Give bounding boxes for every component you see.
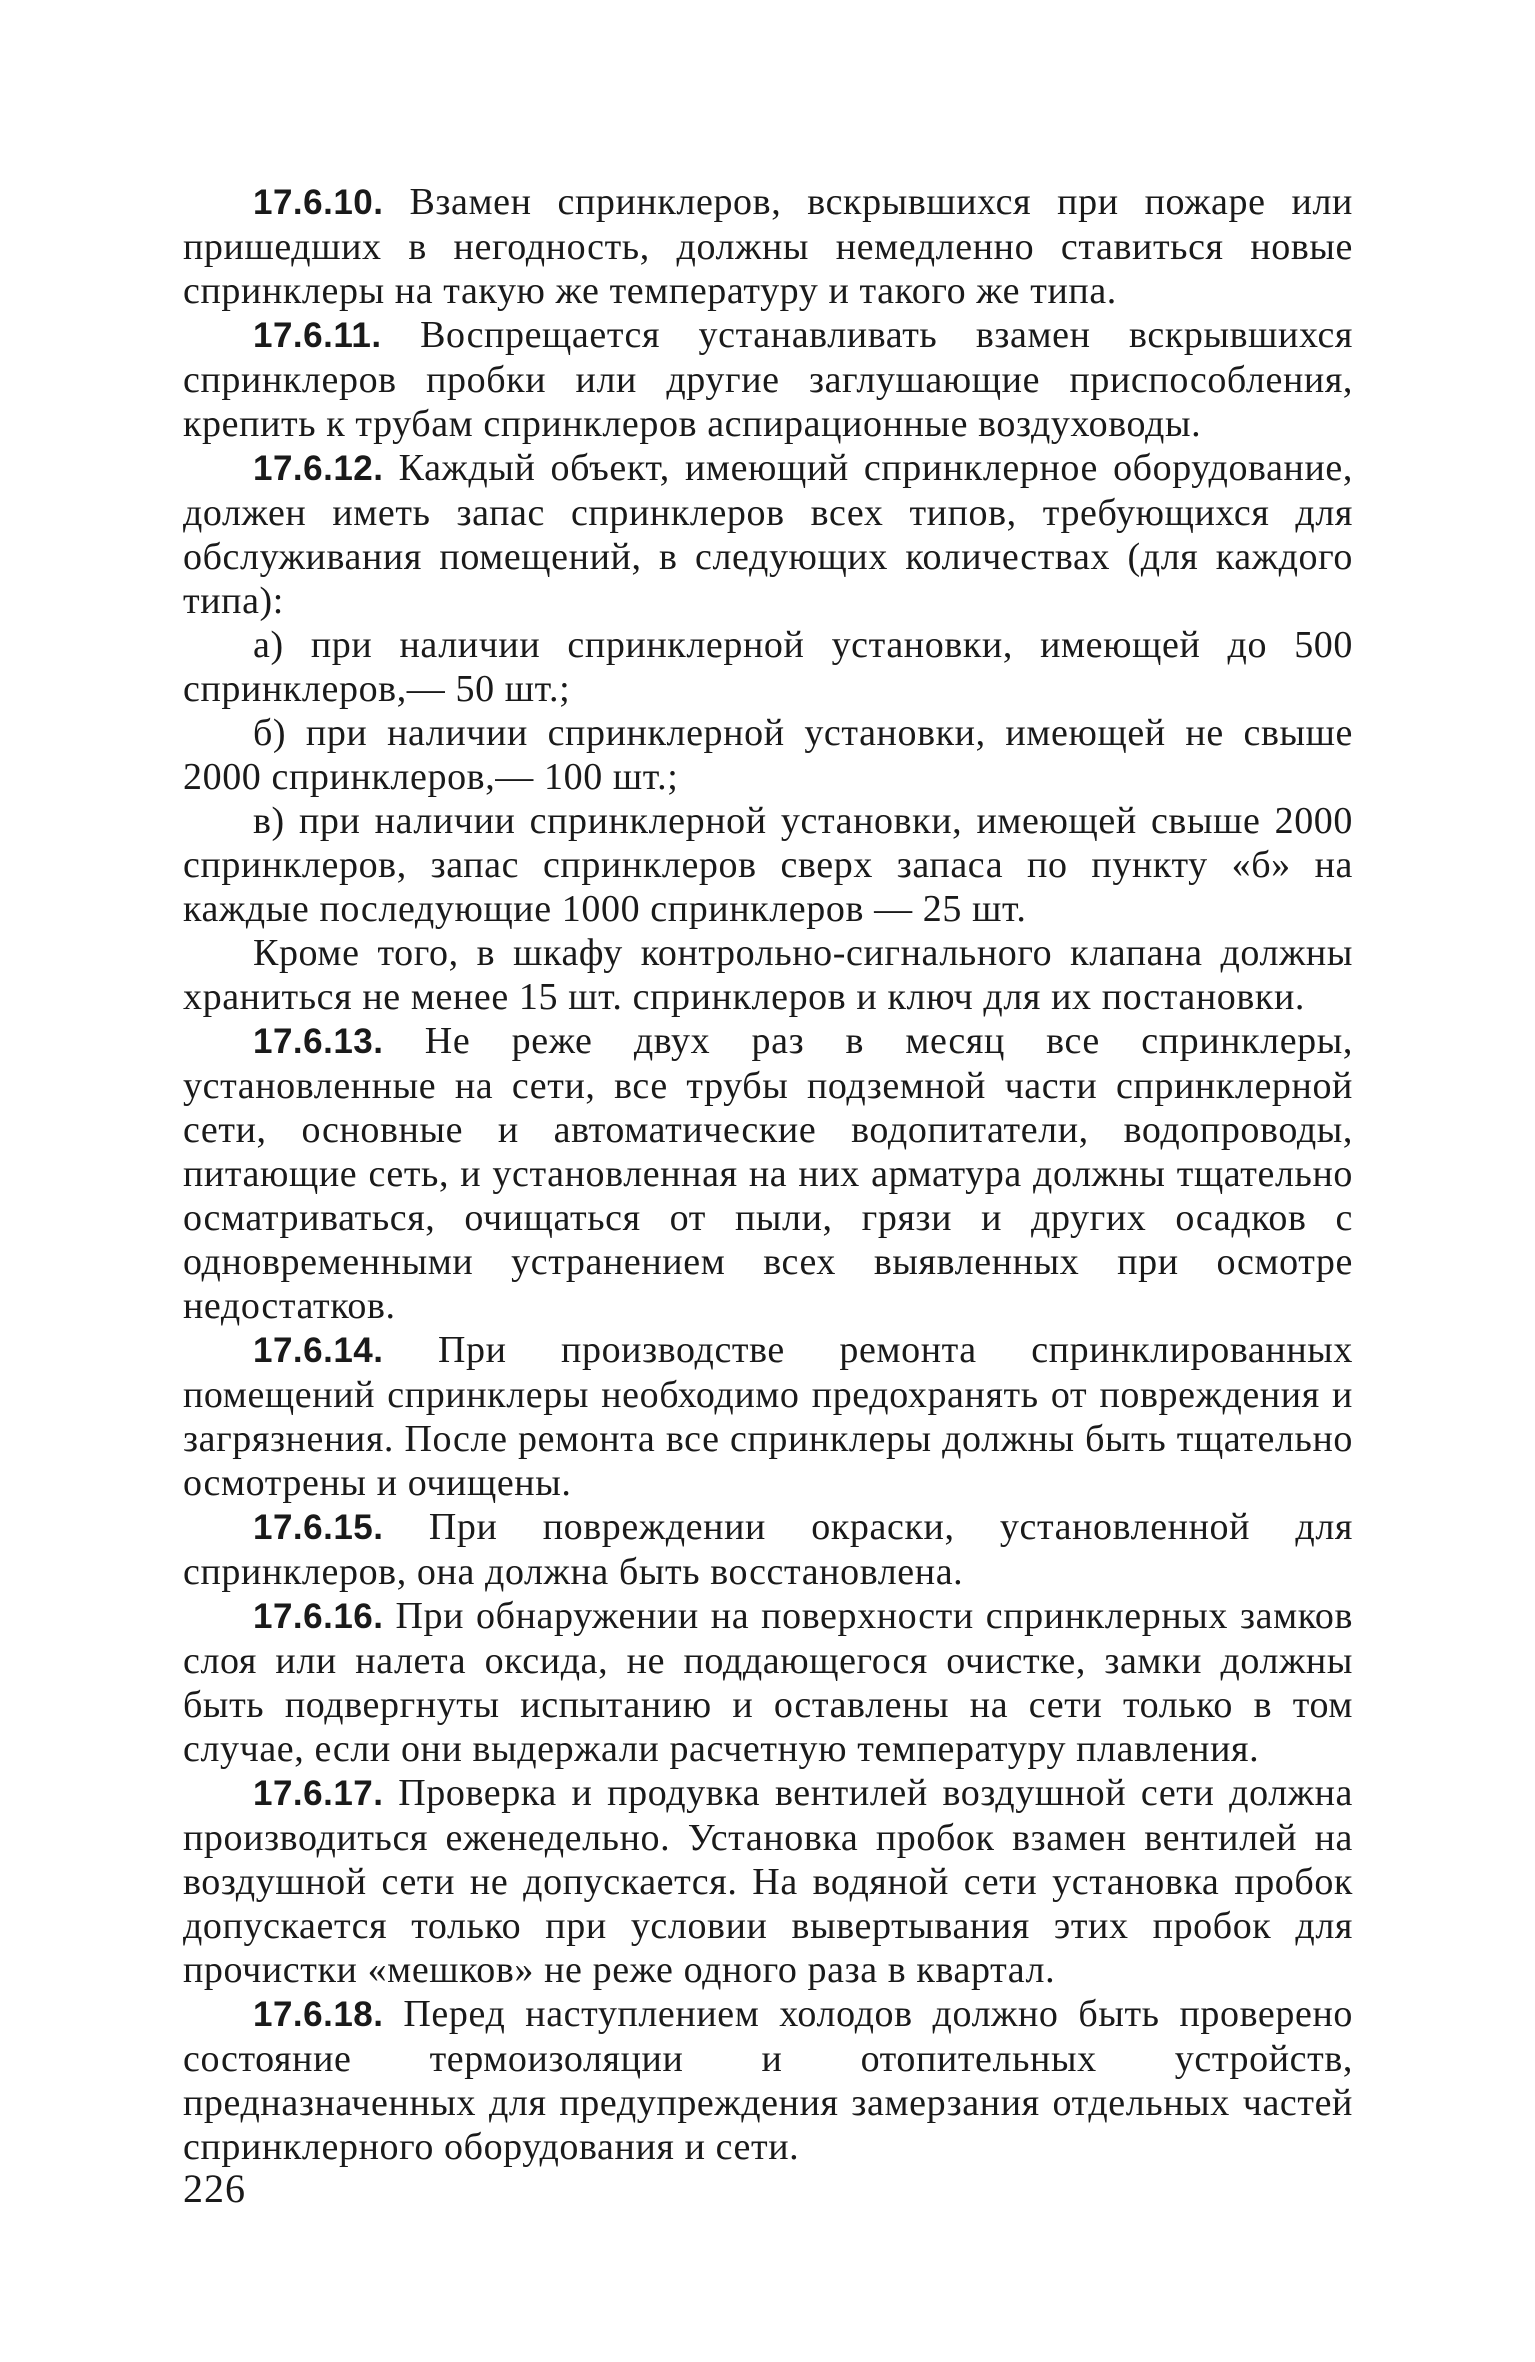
paragraph-17-6-11 xyxy=(183,313,1353,446)
paragraph-17-6-15 xyxy=(183,1505,1353,1594)
clause-text: Проверка и продувка вентилей воздушной сети должна производиться еженедельно. Установка пробок взамен вентилей на воздушной сети не допускается. На водяной сети установка пробок допускается только при условии вывертывания этих пробок для прочистки «мешков» не реже одного раза в квартал. xyxy=(183,1772,1353,1991)
paragraph-17-6-13 xyxy=(183,1019,1353,1328)
clause-text: При повреждении окраски, установленной для спринклеров, она должна быть восстановлена. xyxy=(183,1506,1353,1593)
page-number: 226 xyxy=(183,2166,246,2211)
page-body xyxy=(183,180,1353,2169)
clause-number: 17.6.10. xyxy=(253,183,384,222)
clause-number: 17.6.17. xyxy=(253,1774,384,1813)
clause-text: При обнаружении на поверхности спринклерных замков слоя или налета оксида, не поддающегося очистке, замки должны быть подвергнуты испытанию и оставлены на сети только в том случае, если они выдержали расчетную температуру плавления. xyxy=(183,1595,1353,1770)
paragraph-17-6-16 xyxy=(183,1594,1353,1771)
clause-number: 17.6.13. xyxy=(253,1022,384,1061)
paragraph-17-6-17 xyxy=(183,1771,1353,1992)
clause-text: Воспрещается устанавливать взамен вскрывшихся спринклеров пробки или другие заглушающие приспособления, крепить к трубам спринклеров аспирационные воздуховоды. xyxy=(183,314,1353,445)
clause-number: 17.6.15. xyxy=(253,1508,384,1547)
clause-number: 17.6.18. xyxy=(253,1995,384,2034)
paragraph-17-6-14 xyxy=(183,1328,1353,1505)
clause-text: Взамен спринклеров, вскрывшихся при пожаре или пришедших в негодность, должны немедленно ставиться новые спринклеры на такую же температуру и такого же типа. xyxy=(183,181,1353,312)
clause-text: При производстве ремонта спринклированных помещений спринклеры необходимо предохранять от повреждения и загрязнения. После ремонта все спринклеры должны быть тщательно осмотрены и очищены. xyxy=(183,1329,1353,1504)
clause-number: 17.6.14. xyxy=(253,1331,384,1370)
clause-text: Не реже двух раз в месяц все спринклеры, установленные на сети, все трубы подземной части спринклерной сети, основные и автоматические водопитатели, водопроводы, питающие сеть, и установленная на них арматура должны тщательно осматриваться, очищаться от пыли, грязи и других осадков с одновременными устранением всех выявленных при осмотре недостатков. xyxy=(183,1020,1353,1327)
list-item-a: а) при наличии спринклерной установки, имеющей до 500 спринклеров,— 50 шт.; xyxy=(183,624,1353,710)
list-item-v: в) при наличии спринклерной установки, имеющей свыше 2000 спринклеров, запас спринклеров сверх запаса по пункту «б» на каждые последующие 1000 спринклеров — 25 шт. xyxy=(183,800,1353,930)
clause-number: 17.6.16. xyxy=(253,1597,384,1636)
clause-number: 17.6.12. xyxy=(253,449,384,488)
list-item-b: б) при наличии спринклерной установки, имеющей не свыше 2000 спринклеров,— 100 шт.; xyxy=(183,712,1353,798)
paragraph-additional: Кроме того, в шкафу контрольно-сигнального клапана должны храниться не менее 15 шт. спринклеров и ключ для их постановки. xyxy=(183,932,1353,1018)
clause-text: Каждый объект, имеющий спринклерное оборудование, должен иметь запас спринклеров всех типов, требующихся для обслуживания помещений, в следующих количествах (для каждого типа): xyxy=(183,447,1353,622)
paragraph-17-6-10 xyxy=(183,180,1353,313)
clause-text: Перед наступлением холодов должно быть проверено состояние термоизоляции и отопительных устройств, предназначенных для предупреждения замерзания отдельных частей спринклерного оборудования и сети. xyxy=(183,1993,1353,2168)
paragraph-17-6-12 xyxy=(183,446,1353,623)
paragraph-17-6-18 xyxy=(183,1992,1353,2169)
clause-number: 17.6.11. xyxy=(253,316,382,355)
